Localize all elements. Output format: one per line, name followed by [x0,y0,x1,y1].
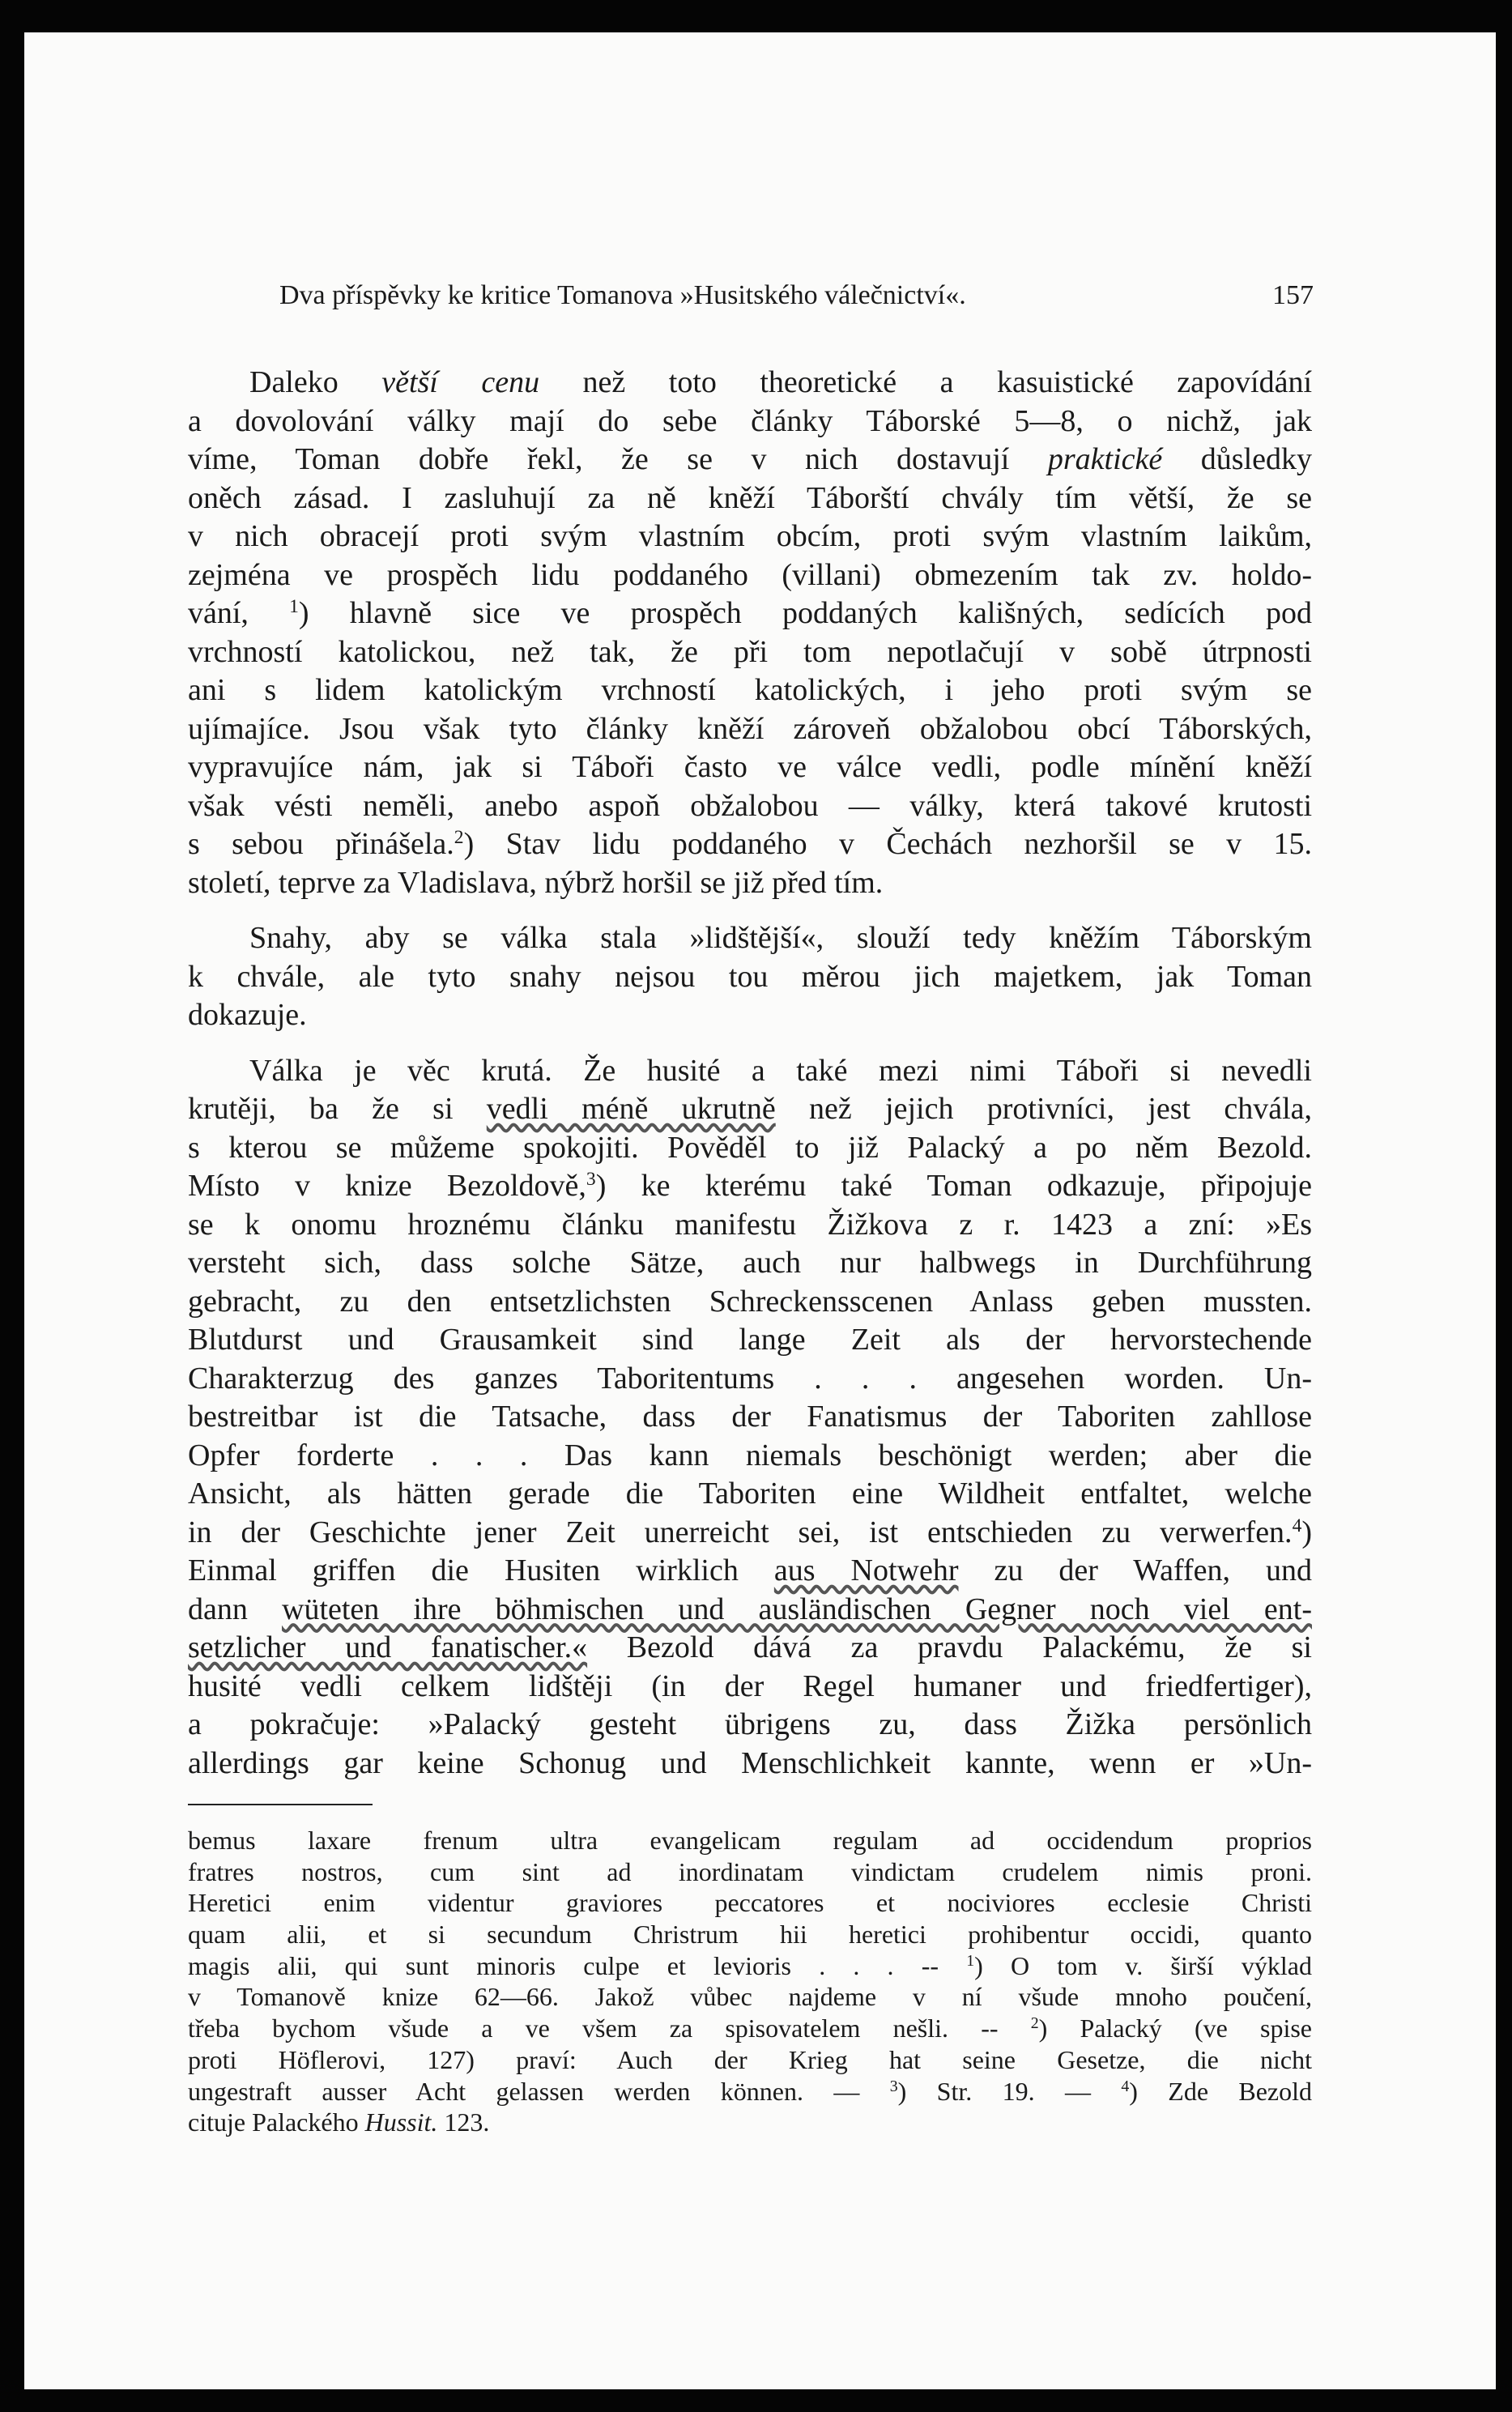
text-run: dokazuje. [188,998,307,1032]
text-line [188,556,1312,595]
italic-text: větší cenu [381,365,540,399]
paragraph [188,364,1312,902]
text-run: ) Palacký (ve spise [1038,2014,1313,2043]
text-line [188,479,1312,518]
text-line [188,1856,1312,1888]
text-line [188,996,1312,1035]
text-run: než jejich protivníci, jest chvála, [775,1092,1312,1126]
text-run: magis alii, qui sunt minoris culpe et levioris . . . -- [188,1950,967,1980]
footnote-reference: 4 [1292,1515,1302,1536]
main-text [188,364,1312,1800]
text-run: ) Zde Bezold [1129,2076,1313,2106]
text-line [188,1360,1312,1399]
text-line [188,403,1312,441]
text-run: gebracht, zu den entsetzlichsten Schreckensscenen Anlass geben mussten. [188,1284,1312,1319]
text-line [188,441,1312,479]
text-run: Místo v knize Bezoldově, [188,1169,586,1203]
text-line [188,364,1312,403]
text-run: století, teprve za Vladislava, nýbrž horšil se již před tím. [188,865,884,900]
text-line [188,594,1312,633]
footnote-reference: 1 [966,1951,975,1970]
text-run: husité vedli celkem lidštěji (in der Regel humaner und friedfertiger), [188,1668,1312,1703]
text-line [188,1591,1312,1630]
text-run: Daleko [249,365,382,399]
text-run: třeba bychom všude a ve všem za spisovatelem nešli. -- [188,2014,1031,2043]
page-number: 157 [1272,280,1314,310]
text-line [188,1398,1312,1437]
text-run: Opfer forderte . . . Das kann niemals beschönigt werden; aber die [188,1438,1312,1472]
text-run: v nich obracejí proti svým vlastním obcím, proti svým vlastním laikům, [188,519,1312,553]
text-line [188,1887,1312,1919]
text-run: Válka je věc krutá. Že husité a také mezi nimi Táboři si nevedli [249,1053,1312,1088]
text-run: dann [188,1592,282,1626]
paragraph [188,919,1312,1035]
footnotes [188,1825,1312,2138]
text-run: k chvále, ale tyto snahy nejsou tou měrou jich majetkem, jak Toman [188,959,1312,994]
text-run: bemus laxare frenum ultra evangelicam regulam ad occidendum proprios [188,1826,1312,1855]
text-line [188,2013,1312,2044]
text-run: Ansicht, als hätten gerade die Taboriten eine Wildheit entfaltet, welche [188,1477,1312,1511]
text-run: ) Stav lidu poddaného v Čechách nezhoršil se v 15. [463,827,1312,861]
text-run: v Tomanově knize 62—66. Jakož vůbec najdeme v ní všude mnoho poučení, [188,1982,1312,2012]
text-line [188,1706,1312,1745]
text-line [188,1950,1312,1982]
text-run: oněch zásad. I zasluhují za ně kněží Táborští chvály tím větší, že se [188,480,1312,515]
text-run: ) O tom v. širší výklad [974,1950,1313,1980]
text-line [188,825,1312,864]
text-line [188,1475,1312,1514]
text-run: allerdings gar keine Schonug und Menschlichkeit kannte, wenn er »Un- [188,1745,1312,1780]
text-line [188,2044,1312,2076]
text-run: Bezold dává za pravdu Palackému, že si [587,1630,1312,1664]
text-line [188,1206,1312,1245]
text-line [188,671,1312,710]
text-run: krutěji, ba že si [188,1092,487,1126]
text-run: důsledky [1162,442,1313,476]
text-run: bestreitbar ist die Tatsache, dass der Fanatismus der Taboriten zahllose [188,1400,1312,1434]
text-line [188,1919,1312,1950]
text-run: se k onomu hroznému článku manifestu Žižkova z r. 1423 a zní: »Es [188,1207,1312,1242]
footnote-reference: 2 [454,827,464,849]
text-run: a pokračuje: »Palacký gesteht übrigens zu, dass Žižka persönlich [188,1707,1312,1741]
text-run: Charakterzug des ganzes Taboritentums . . . angesehen worden. Un- [188,1361,1312,1396]
book-page [24,32,1496,2389]
text-line [188,1552,1312,1591]
underlined-text: vedli méně ukrutně [486,1092,776,1126]
paragraph [188,1052,1312,1783]
text-line [188,1668,1312,1707]
text-line [188,1981,1312,2013]
footnote-reference: 3 [889,2077,898,2095]
text-run: ungestraft ausser Acht gelassen werden können. — [188,2076,890,2106]
text-line [188,748,1312,787]
text-line [188,2107,1312,2138]
text-run: zejména ve prospěch lidu poddaného (villani) obmezením tak zv. holdo- [188,557,1312,592]
text-run: zu der Waffen, und [958,1553,1312,1587]
text-line [188,787,1312,826]
running-header [279,278,1314,313]
text-run: in der Geschichte jener Zeit unerreicht sei, ist entschieden zu verwerfen. [188,1515,1293,1549]
text-line [188,1129,1312,1168]
text-line [188,2076,1312,2107]
text-run: quam alii, et si secundum Christrum hii heretici prohibentur occidi, quanto [188,1920,1312,1950]
footnote-reference: 3 [586,1169,596,1191]
text-line [188,1090,1312,1129]
text-line [188,1514,1312,1553]
text-line [188,518,1312,556]
text-line [188,919,1312,958]
text-line [188,1745,1312,1783]
text-run: Einmal griffen die Husiten wirklich [188,1553,774,1587]
text-line [188,1437,1312,1476]
text-run: vání, [188,596,290,630]
text-line [188,1283,1312,1322]
text-run: však vésti neměli, anebo aspoň obžalobou — války, která takové krutosti [188,788,1312,823]
text-run: cituje Palackého [188,2107,365,2137]
text-run: Blutdurst und Grausamkeit sind lange Zeit als der hervorstechende [188,1323,1312,1357]
italic-text: Hussit. [364,2107,438,2137]
italic-text: praktické [1047,442,1163,476]
text-line [188,1825,1312,1856]
text-line [188,1321,1312,1360]
text-run: s kterou se můžeme spokojiti. Pověděl to již Palacký a po něm Bezold. [188,1130,1312,1165]
text-run: Snahy, aby se válka stala »lidštější«, slouží tedy kněžím Táborským [249,921,1312,955]
footnote-separator [188,1804,373,1805]
text-line [188,958,1312,997]
underlined-text: aus Notwehr [773,1553,959,1587]
text-run: 123. [437,2107,490,2137]
footnote-reference: 2 [1030,2014,1039,2033]
text-run: ) Str. 19. — [897,2076,1122,2106]
text-line [188,1244,1312,1283]
text-run: než toto theoretické a kasuistické zapovídání [539,365,1313,399]
text-line [188,1167,1312,1206]
text-line [188,1629,1312,1668]
text-run: proti Höflerovi, 127) praví: Auch der Krieg hat seine Gesetze, die nicht [188,2044,1312,2074]
text-run: vrchností katolickou, než tak, že při tom nepotlačují v sobě útrpnosti [188,634,1312,669]
text-run: ani s lidem katolickým vrchností katolických, i jeho proti svým se [188,673,1312,707]
text-line [188,710,1312,749]
underlined-text: setzlicher und fanatischer.« [188,1630,588,1664]
text-run: fratres nostros, cum sint ad inordinatam vindictam crudelem nimis proni. [188,1856,1312,1886]
text-run: ujímajíce. Jsou však tyto články kněží zároveň obžalobou obcí Táborských, [188,711,1312,746]
text-run: a dovolování války mají do sebe články Táborské 5—8, o nichž, jak [188,403,1312,438]
text-line [188,1052,1312,1091]
footnote-reference: 4 [1121,2077,1130,2095]
text-run: ) [1301,1515,1312,1549]
text-line [188,864,1312,903]
text-run: ) hlavně sice ve prospěch poddaných kališných, sedících pod [298,596,1312,630]
underlined-text: wüteten ihre böhmischen und ausländischen Gegner noch viel ent- [282,1592,1312,1626]
text-line [188,633,1312,672]
text-run: víme, Toman dobře řekl, že se v nich dostavují [188,442,1048,476]
text-run: ) ke kterému také Toman odkazuje, připojuje [595,1169,1312,1203]
text-run: vypravujíce nám, jak si Táboři často ve válce vedli, podle mínění kněží [188,750,1312,784]
footnote-reference: 1 [289,596,299,618]
text-run: versteht sich, dass solche Sätze, auch nur halbwegs in Durchführung [188,1246,1312,1280]
text-run: Heretici enim videntur graviores peccatores et nociviores ecclesie Christi [188,1888,1312,1918]
text-run: s sebou přinášela. [188,827,454,861]
running-title: Dva příspěvky ke kritice Tomanova »Husitského válečnictví«. [279,280,966,310]
